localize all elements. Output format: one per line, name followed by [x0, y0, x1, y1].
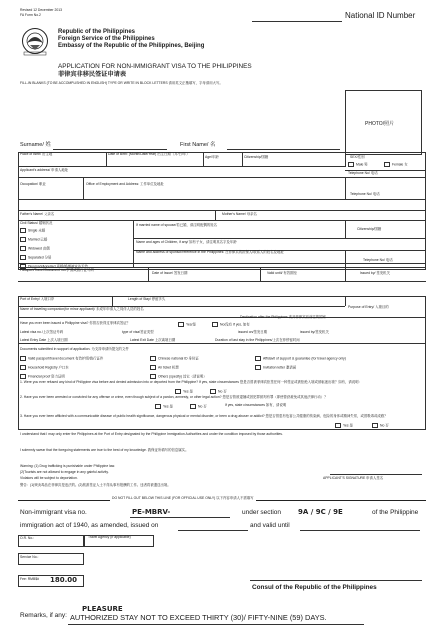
companion-label: Name of traveling companion(for minor applicant)/ 未成年申请人之同伴人员的姓名: [20, 307, 144, 311]
q3-yes-checkbox[interactable]: Yes 是: [335, 423, 353, 428]
signature-line[interactable]: [330, 474, 422, 475]
or-number-label: O.R. No.:: [20, 536, 35, 540]
warning-1: Warning: (1) Drug trafficking is punishable under Philippine law.: [20, 464, 115, 468]
immigration-act-label: immigration act of 1940, as amended, issued on: [20, 522, 159, 529]
civil-divorced-checkbox[interactable]: Divorced/Annulled 离婚/婚姻被宣告无效: [20, 264, 88, 269]
been-issued-label: Have you ever been issued a Philippine visa? 你曾否获得过菲律宾签证？: [20, 321, 131, 325]
sponsor-label: Name and address of sponsor/reference in the Philippines: 在菲律宾的担保人/联系人的姓名及地址: [136, 250, 284, 254]
applicant-signature-label: APPLICANT'S SIGNATURE 申请人签名: [323, 476, 384, 480]
consul-signature-label: Consul of the Republic of the Philippines: [252, 584, 377, 591]
understand-statement: I understand that I may only enter the Philippines at the Port of Entry designated by the Philippine Immigration Authorities and under the condition imposed by those authorities.: [20, 432, 283, 436]
issued-by-prev-label: issued by/签发机关: [300, 330, 329, 334]
first-name-label: First Name/ 名: [180, 142, 216, 148]
visa-number-value: PE-MBRV-: [132, 508, 171, 516]
remarks-please: PLEASURE: [82, 605, 123, 613]
photo-label: PHOTO/照片: [365, 121, 395, 127]
date-of-birth-label: Date of Birth: (Month/Date/Year) 出生日期（月/日/年）: [108, 152, 190, 156]
question-1: 1. Were you ever refused any kind of Philippine visa before and denied admission into or deported from the Philippine? If yes, state circumstances 您是否曾被菲律宾拒签任何一种签证或被拒绝入境或被驱逐出境？如有，请说明：: [20, 380, 362, 384]
mother-name-label: Mother's Name/ 母亲名: [222, 212, 257, 216]
sex-label: SEX/性别: [350, 155, 365, 159]
been-issued-no-checkbox[interactable]: No/没有 If yes, 如有: [212, 322, 250, 327]
q1-yes-checkbox[interactable]: Yes 是: [175, 389, 193, 394]
q2-circumstances: If yes, state circumstances 如有，请说明: [225, 403, 287, 407]
doc-affidavit-checkbox[interactable]: Affidavit of support & guarantee (for travel agency only): [255, 356, 346, 361]
passport-label: Passport/Travel Document no./护照或旅行证号码: [20, 268, 94, 272]
occupation-label: Occupation/ 职业: [20, 182, 46, 186]
doc-financial-checkbox[interactable]: Financial proof 资力证明: [20, 374, 65, 379]
been-issued-yes-checkbox[interactable]: Yes/是: [178, 322, 196, 327]
service-number-label: Service No.:: [20, 555, 39, 559]
warning-2: (2)Tourists are not allowed to engage in any gainful activity.: [20, 470, 109, 474]
telephone-office-label: Telephone No/ 电话: [350, 192, 380, 196]
fill-instructions: FILL-IN BLANKS (TO BE ACCOMPLISHED IN ENGLISH) TYPE OR WRITE IN BLOCK LETTERS 请用英文正楷填写，字母请用大写。: [20, 81, 223, 85]
doc-invitation-checkbox[interactable]: Invitation letter 邀请函: [255, 365, 296, 370]
national-id-label: National ID Number: [345, 11, 416, 20]
issued-on-label: issued on/签发日期: [238, 330, 268, 334]
surname-line[interactable]: [53, 149, 167, 150]
first-name-line[interactable]: [227, 149, 340, 150]
telephone-label: Telephone No/ 电话: [348, 171, 378, 175]
port-of-entry-label: Port of Entry/ 入境口岸: [20, 297, 55, 301]
civil-widowed-checkbox[interactable]: Widowed 丧偶: [20, 246, 50, 251]
spouse-label: If married name of spouse/若已婚，请注明配偶的姓名: [136, 223, 218, 227]
form-title: APPLICATION FOR NON-IMMIGRANT VISA TO THE PHILIPPINES: [58, 63, 252, 70]
sex-male-checkbox[interactable]: Male 男: [348, 162, 368, 167]
travel-agency-label: Travel Agency (If applicable): [88, 535, 131, 539]
question-2: 2. Have you ever been arrested or convicted for any offense or crime, even though subject of a pardon, amnesty, or other legal action? 您是否曾被逮捕或因犯罪被判有罪（即使曾获赦免或其他法律行动）？: [20, 395, 328, 399]
header-foreign-service: Foreign Service of the Philippines: [58, 36, 155, 42]
q2-yes-checkbox[interactable]: Yes 是: [155, 404, 173, 409]
national-id-line: [252, 21, 342, 22]
philippine-seal-icon: [21, 27, 49, 57]
form-title-chinese: 菲律宾非移民签证申请表: [58, 71, 127, 78]
q1-no-checkbox[interactable]: No 否: [210, 389, 227, 394]
valid-until-official-label: and valid until: [250, 522, 290, 529]
children-label: Name and ages of Children, if any/ 如有子女，请注明其名字及年龄: [136, 240, 237, 244]
sex-female-checkbox[interactable]: Female 女: [384, 162, 408, 167]
sponsor-telephone-label: Telephone No/ 电话: [363, 258, 393, 262]
length-of-stay-label: Length of Stay/ 停留多久: [128, 297, 166, 301]
type-of-visa-label: type of visa/签证类型: [122, 330, 154, 334]
doc-national-id-checkbox[interactable]: Chinese national ID 身份证: [150, 356, 199, 361]
solemnly-swear-statement: I solemnly swear that the foregoing statements are true to the best of my knowledge. 我保证所填写的信息属实。: [20, 448, 189, 452]
doc-household-checkbox[interactable]: Household Registry 户口本: [20, 365, 69, 370]
age-label: Age/年龄: [205, 155, 219, 159]
doc-passport-checkbox[interactable]: Valid passport/travel document 有效护照/旅行证件: [20, 356, 103, 361]
documents-label: Documents submitted in support of application. 为支持申请所提交的文件: [20, 347, 129, 351]
warning-3: Violators will be subject to deportation.: [20, 476, 78, 480]
surname-label: Surname/ 姓: [20, 142, 51, 148]
official-use-divider: DO NOT FILL OUT BELOW THIS LINE (FOR OFFICIAL USE ONLY) 以下内容申请人不需填写: [112, 496, 254, 500]
fee-value: 180.00: [50, 576, 78, 584]
section-value: 9A / 9C / 9E: [298, 508, 343, 516]
latest-visa-label: Latest visa no./上次签证号码: [20, 330, 64, 334]
date-of-issue-label: Date of Issue/ 签发日期: [152, 271, 188, 275]
spouse-citizenship-label: Citizenship/国籍: [357, 227, 382, 231]
civil-status-label: Civil Status/ 婚姻状况: [20, 221, 53, 225]
form-number: FA Form No.2: [20, 13, 41, 17]
header-republic: Republic of the Philippines: [58, 29, 136, 35]
warning-chinese: 警告：(1)贩卖毒品在菲律宾是违法的。(2)旅游签证人士不得从事有报酬的工作。违者将被遣送出境。: [20, 483, 171, 487]
latest-exit-label: Latest Exit Date 上次离境日期: [130, 338, 176, 342]
father-name-label: Father's Name/ 父亲名: [20, 212, 55, 216]
q2-no-checkbox[interactable]: No 否: [190, 404, 207, 409]
header-embassy: Embassy of the Republic of the Philippines, Beijing: [58, 43, 205, 49]
fee-label: Fee: RMB$#: [20, 577, 40, 581]
address-label: Applicant's address/ 申请人地址: [20, 168, 69, 172]
revised-date: Revised 12 December 2013: [20, 8, 63, 12]
civil-separated-checkbox[interactable]: Separated 分居: [20, 255, 51, 260]
question-3: 3. Have you ever been afflicted with a communicable disease of public health significance, dangerous physical or mental disorder, or been a drug abuser or addict? 您是否曾患有危害公共健康的传染病、危险的身体或精神失常，或曾吸毒或成瘾？: [20, 414, 388, 418]
duration-label: Duration of last stay in the Philippines/上次在菲停留时间: [215, 338, 300, 342]
valid-until-label: Valid until/ 有效期至: [267, 271, 297, 275]
citizenship-label: Citizenship/国籍: [244, 155, 269, 159]
latest-entry-label: Latest Entry Date 上次入境日期: [20, 338, 68, 342]
destination-label: Destination after the Philippines 离开菲律宾后前往的国家: [240, 315, 326, 319]
purpose-label: Purpose of Entry/ 入境目的: [348, 305, 389, 309]
doc-others-checkbox[interactable]: Others (specify) 其它（请说明）: [150, 374, 207, 379]
of-philippine-label: of the Philippine: [372, 509, 419, 516]
q3-no-checkbox[interactable]: No 否: [372, 423, 389, 428]
under-section-label: under section: [242, 509, 282, 516]
remarks-label: Remarks, if any:: [20, 612, 67, 619]
authorized-stay-stamp: AUTHORIZED STAY NOT TO EXCEED THIRTY (30)/ FIFTY-NINE (59) DAYS.: [70, 613, 327, 622]
civil-married-checkbox[interactable]: Married 已婚: [20, 237, 47, 242]
office-label: Office of Employment and Address: 工作单位及地址: [86, 182, 164, 186]
civil-single-checkbox[interactable]: Single 未婚: [20, 228, 45, 233]
place-of-birth-label: Place of Birth/ 出生地: [20, 152, 53, 156]
nonimmigrant-visa-label: Non-immigrant visa no.: [20, 509, 87, 516]
doc-air-ticket-checkbox[interactable]: Air ticket 机票: [150, 365, 179, 370]
issued-by-label: Issued by/ 签发机关: [360, 271, 390, 275]
